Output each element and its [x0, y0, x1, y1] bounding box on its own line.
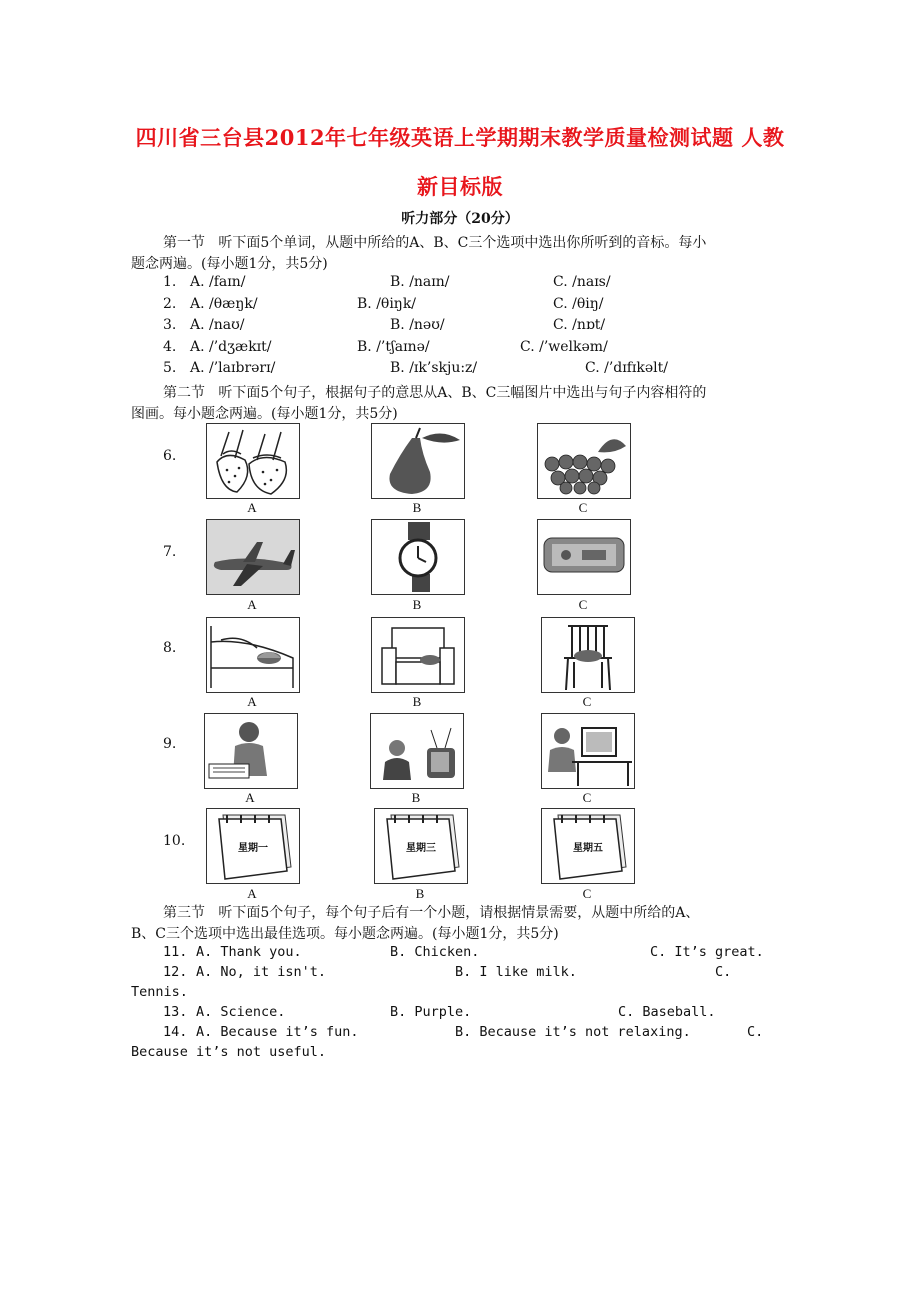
watch-icon[interactable] — [371, 519, 465, 595]
q10-label-a: A — [247, 886, 257, 901]
q5-option-a: A. /’laɪbrərɪ/ — [190, 360, 276, 376]
q12-option-c-text: Tennis. — [131, 984, 188, 1000]
part2-intro-line2: 图画。每小题念两遍。(每小题1分，共5分) — [131, 406, 398, 422]
q8-label-b: B — [412, 694, 422, 709]
q3-num: 3. — [163, 317, 177, 333]
boy-doing-homework-icon[interactable] — [204, 713, 298, 789]
q2-num: 2. — [163, 296, 177, 312]
chair-with-hat-icon[interactable] — [541, 617, 635, 693]
q12-option-c: C. — [715, 964, 732, 980]
q8-label-a: A — [247, 694, 257, 709]
q6-num: 6. — [163, 448, 177, 464]
q1-option-c: C. /naɪs/ — [553, 274, 611, 290]
q6-label-c: C — [578, 500, 588, 515]
calendar-text-a: 星期一 — [238, 843, 268, 854]
q5-num: 5. — [163, 360, 177, 376]
section-header: 听力部分（20分） — [401, 211, 519, 227]
part1-intro-line2: 题念两遍。(每小题1分，共5分) — [131, 256, 328, 272]
q12-num: 12. — [163, 964, 188, 980]
q3-option-b: B. /nəʊ/ — [390, 317, 445, 333]
q13-option-b: B. Purple. — [390, 1004, 472, 1020]
strawberry-icon[interactable] — [206, 423, 300, 499]
q13-num: 13. — [163, 1004, 188, 1020]
part3-intro-line2: B、C三个选项中选出最佳选项。每小题念两遍。(每小题1分，共5分) — [131, 926, 559, 942]
q4-option-b: B. /’tʃaɪnə/ — [357, 339, 430, 355]
q12-option-b: B. I like milk. — [455, 964, 577, 980]
q6-label-b: B — [412, 500, 422, 515]
q10-label-b: B — [415, 886, 425, 901]
grapes-icon[interactable] — [537, 423, 631, 499]
q7-label-c: C — [578, 597, 588, 612]
q13-option-c: C. Baseball. — [618, 1004, 716, 1020]
calendar-text-c: 星期五 — [573, 843, 603, 854]
q13-option-a: A. Science. — [196, 1004, 286, 1020]
q7-num: 7. — [163, 544, 177, 560]
q4-option-c: C. /’welkəm/ — [520, 339, 608, 355]
calendar-icon[interactable] — [541, 808, 635, 884]
document-title-line1: 四川省三台县2012年七年级英语上学期期末教学质量检测试题 人教 — [135, 125, 785, 150]
q10-label-c: C — [582, 886, 592, 901]
q11-option-c: C. It’s great. — [650, 944, 764, 960]
pencil-case-icon[interactable] — [537, 519, 631, 595]
sofa-with-hat-icon[interactable] — [371, 617, 465, 693]
q1-option-b: B. /naɪn/ — [390, 274, 450, 290]
man-watching-tv-icon[interactable] — [370, 713, 464, 789]
q5-option-b: B. /ɪk’skju:z/ — [390, 360, 478, 376]
q9-label-b: B — [411, 790, 421, 805]
q6-label-a: A — [247, 500, 257, 515]
bed-with-hat-icon[interactable] — [206, 617, 300, 693]
q7-label-a: A — [247, 597, 257, 612]
q4-num: 4. — [163, 339, 177, 355]
airplane-icon[interactable] — [206, 519, 300, 595]
q8-label-c: C — [582, 694, 592, 709]
q14-num: 14. — [163, 1024, 188, 1040]
part1-intro-line1: 第一节 听下面5个单词，从题中所给的A、B、C三个选项中选出你所听到的音标。每小 — [163, 235, 707, 251]
q1-option-a: A. /faɪn/ — [190, 274, 246, 290]
q3-option-c: C. /nɒt/ — [553, 317, 606, 333]
calendar-icon[interactable] — [206, 808, 300, 884]
q11-option-a: A. Thank you. — [196, 944, 302, 960]
q14-option-c: C. — [747, 1024, 764, 1040]
calendar-text-b: 星期三 — [406, 843, 436, 854]
q2-option-b: B. /θiŋk/ — [357, 296, 417, 312]
q9-label-a: A — [245, 790, 255, 805]
q9-label-c: C — [582, 790, 592, 805]
q8-num: 8. — [163, 640, 177, 656]
q11-num: 11. — [163, 944, 188, 960]
q4-option-a: A. /’dʒækɪt/ — [190, 339, 272, 355]
part2-intro-line1: 第二节 听下面5个句子，根据句子的意思从A、B、C三幅图片中选出与句子内容相符的 — [163, 385, 707, 401]
q14-option-c-text: Because it’s not useful. — [131, 1044, 327, 1060]
q14-option-b: B. Because it’s not relaxing. — [455, 1024, 691, 1040]
q1-num: 1. — [163, 274, 177, 290]
boy-at-computer-icon[interactable] — [541, 713, 635, 789]
q9-num: 9. — [163, 736, 177, 752]
document-title-line2: 新目标版 — [417, 174, 503, 199]
q12-option-a: A. No, it isn't. — [196, 964, 327, 980]
q14-option-a: A. Because it’s fun. — [196, 1024, 359, 1040]
q11-option-b: B. Chicken. — [390, 944, 480, 960]
part3-intro-line1: 第三节 听下面5个句子，每个句子后有一个小题，请根据情景需要，从题中所给的A、 — [163, 905, 700, 921]
q7-label-b: B — [412, 597, 422, 612]
q2-option-a: A. /θæŋk/ — [190, 296, 258, 312]
calendar-icon[interactable] — [374, 808, 468, 884]
q2-option-c: C. /θiŋ/ — [553, 296, 604, 312]
pear-icon[interactable] — [371, 423, 465, 499]
q3-option-a: A. /naʊ/ — [190, 317, 245, 333]
q5-option-c: C. /’dɪfɪkəlt/ — [585, 360, 668, 376]
q10-num: 10. — [163, 833, 186, 849]
